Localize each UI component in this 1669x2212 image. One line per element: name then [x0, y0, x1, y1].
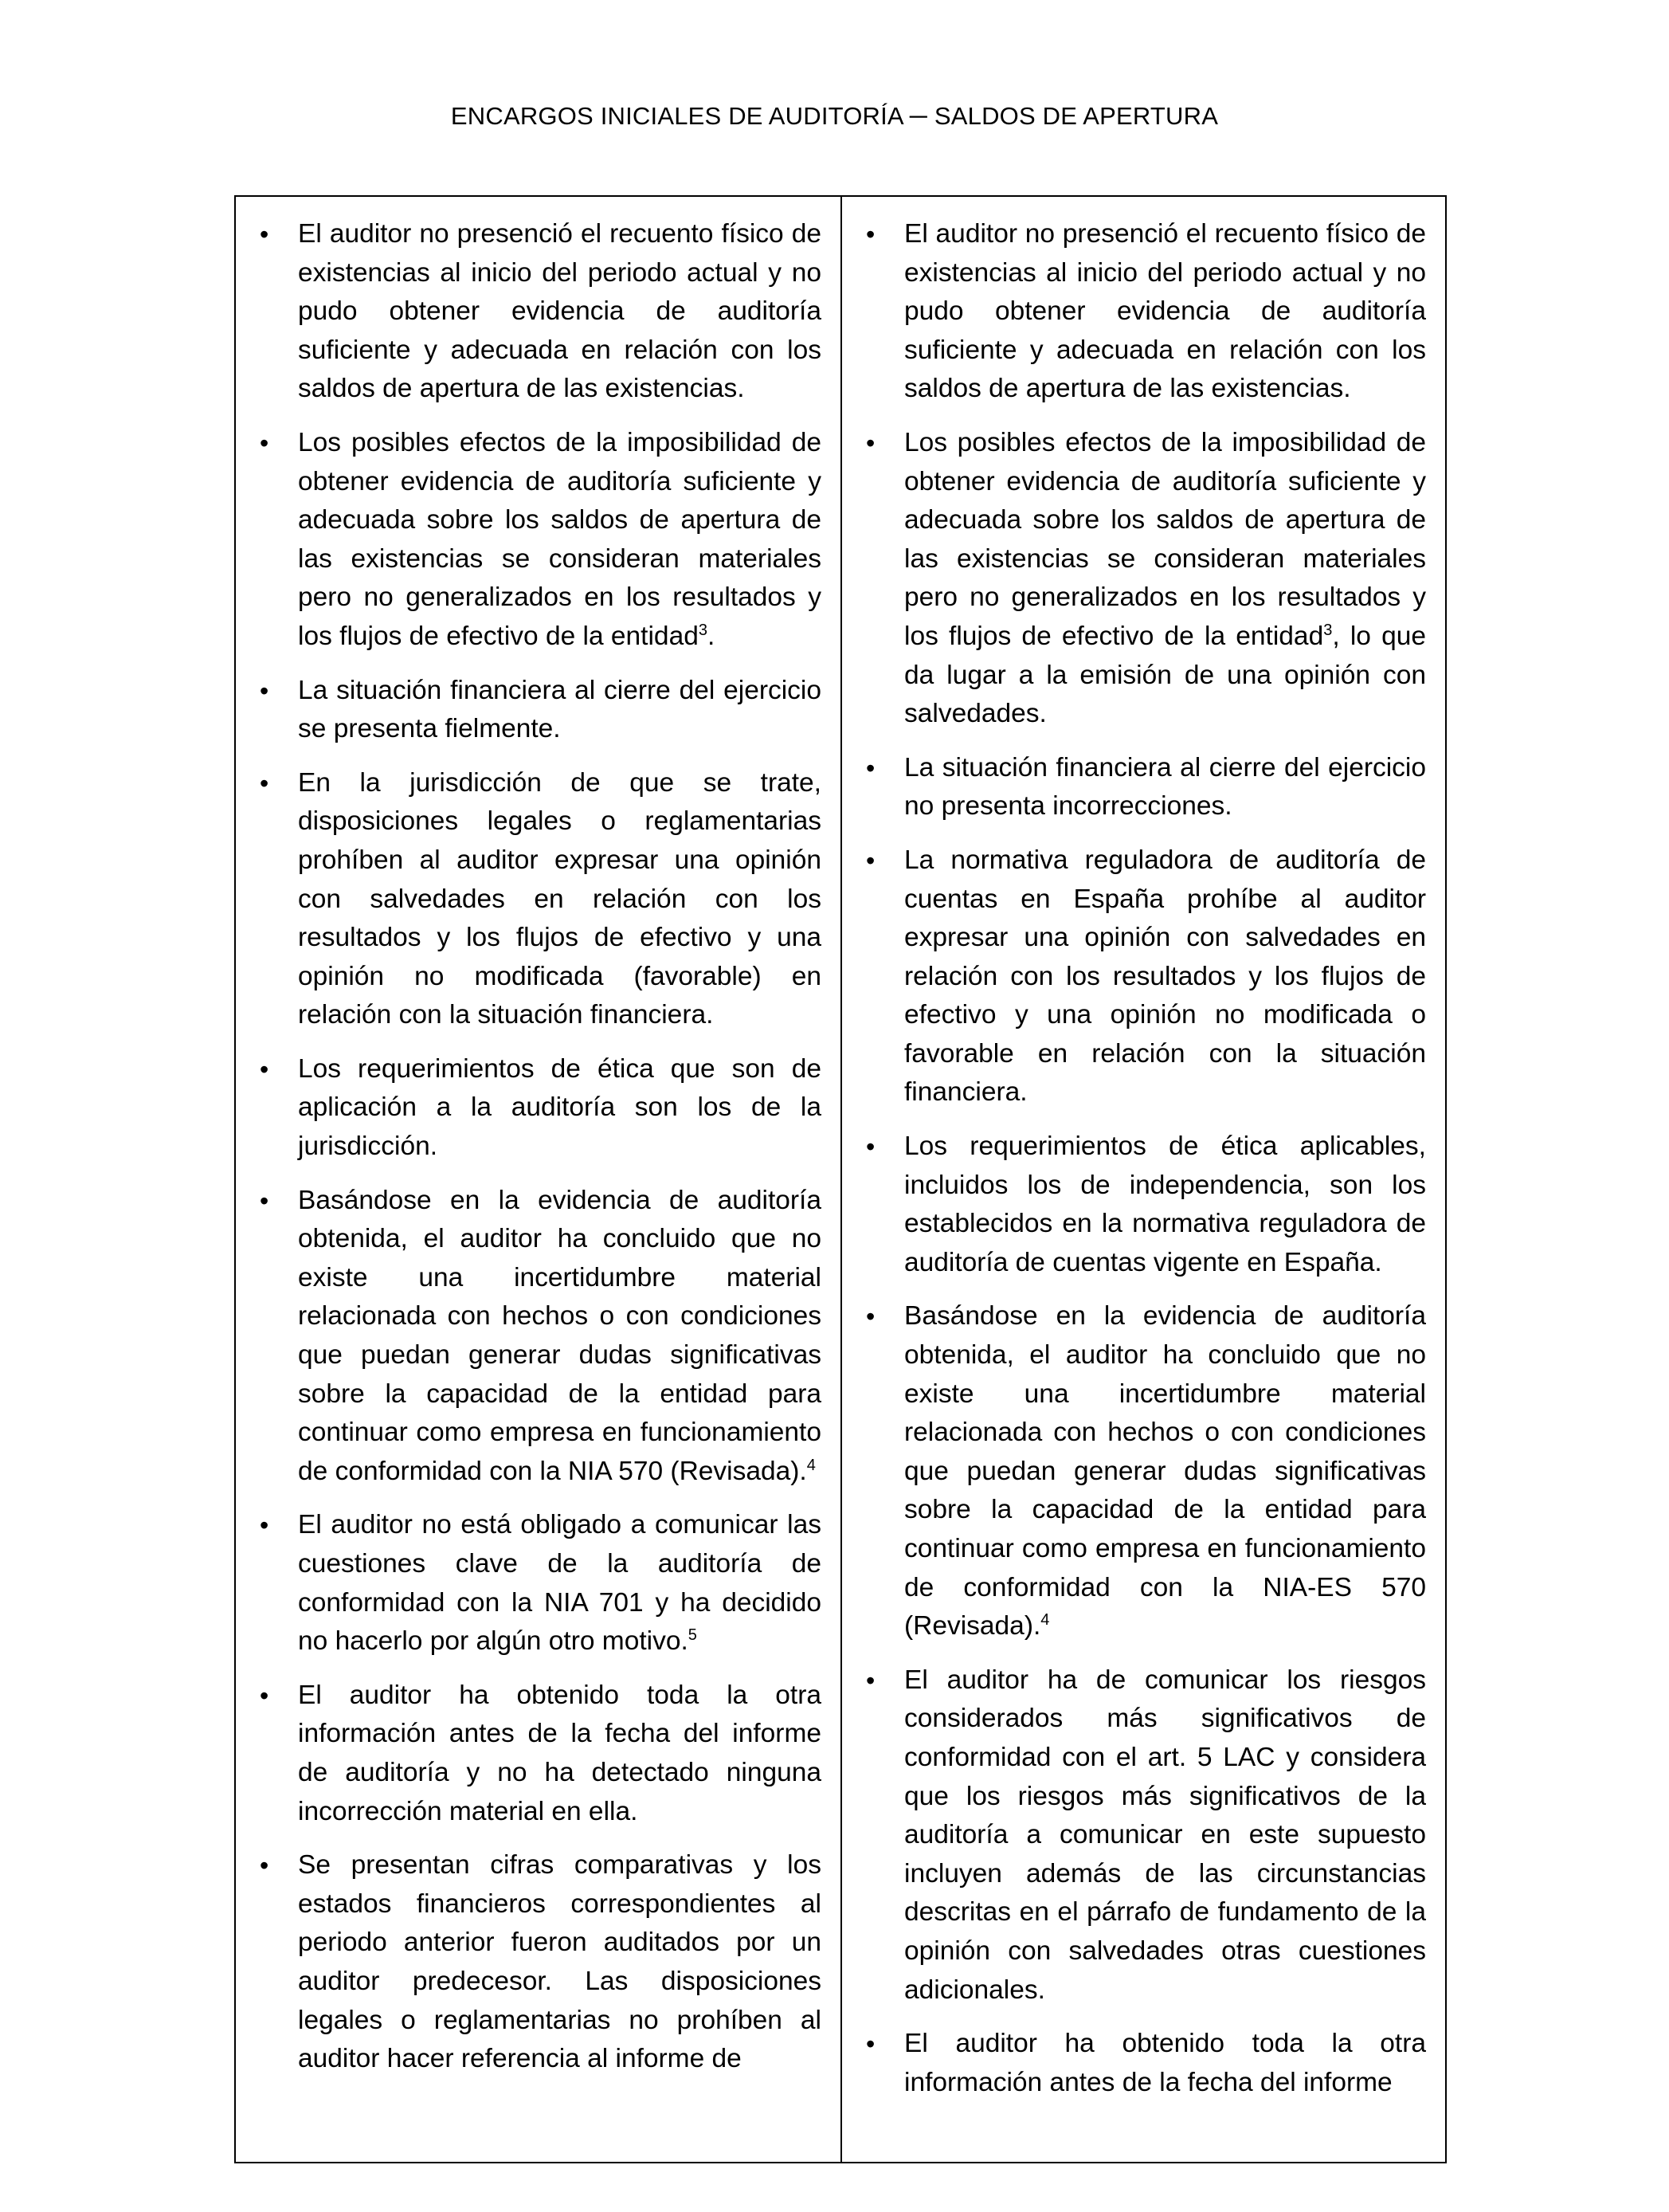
list-item	[252, 1506, 821, 1661]
bullet-icon: •	[260, 1186, 269, 1215]
list-item	[858, 1297, 1426, 1645]
list-item	[252, 1677, 821, 1831]
bullet-icon: •	[866, 1665, 876, 1695]
list-item	[252, 424, 821, 657]
bullet-icon: •	[866, 2030, 876, 2059]
left-column	[236, 197, 840, 2162]
footnote-ref: 4	[1040, 1611, 1050, 1630]
footnote-ref: 4	[806, 1456, 816, 1474]
list-item	[252, 1846, 821, 2079]
bullet-icon: •	[866, 753, 876, 782]
bullet-icon: •	[866, 1302, 876, 1332]
bullet-icon: •	[260, 1851, 269, 1881]
list-item	[858, 424, 1426, 734]
item-text: Basándose en la evidencia de auditoría obtenida, el auditor ha concluido que no existe una incertidumbre material relacionada con hechos o con condiciones que puedan generar dudas significativas sobre la capacidad de la entidad para continuar como empresa en funcionamiento de conformidad con la NIA-ES 570 (Revisada).	[904, 1301, 1426, 1641]
bullet-icon: •	[260, 220, 269, 249]
item-text-tail: .	[707, 621, 715, 651]
item-text: La situación financiera al cierre del ejercicio no presenta incorrecciones.	[904, 752, 1426, 822]
left-bullet-list	[252, 215, 821, 2079]
item-text: Los posibles efectos de la imposibilidad de obtener evidencia de auditoría suficiente y adecuada sobre los saldos de apertura de las existencias se consideran materiales pero no generalizados en los resultados y los flujos de efectivo de la entidad	[298, 427, 821, 651]
footnote-ref: 3	[698, 621, 707, 639]
bullet-icon: •	[866, 845, 876, 875]
comparison-table	[234, 195, 1447, 2163]
item-text: El auditor ha obtenido toda la otra información antes de la fecha del informe de auditoría y no ha detectado ninguna incorrección material en ella.	[298, 1680, 821, 1826]
item-text: El auditor ha de comunicar los riesgos considerados más significativos de conformidad con el art. 5 LAC y considera que los riesgos más significativos de la auditoría a comunicar en este supuesto incluyen además de las circunstancias descritas en el párrafo de fundamento de la opinión con salvedades otras cuestiones adicionales.	[904, 1665, 1426, 2005]
item-text: La situación financiera al cierre del ejercicio se presenta fielmente.	[298, 675, 821, 744]
bullet-icon: •	[260, 428, 269, 457]
list-item	[858, 1128, 1426, 1282]
item-text: Se presentan cifras comparativas y los estados financieros correspondientes al periodo anterior fueron auditados por un auditor predecesor. Las disposiciones legales o reglamentarias no prohíben al auditor hacer referencia al informe de	[298, 1850, 821, 2074]
bullet-icon: •	[866, 220, 876, 249]
item-text: El auditor no presenció el recuento físico de existencias al inicio del periodo actual y no pudo obtener evidencia de auditoría suficiente y adecuada en relación con los saldos de apertura de las existencias.	[904, 219, 1426, 404]
list-item	[858, 841, 1426, 1112]
item-text-tail: , lo que da lugar a la emisión de una opinión con salvedades.	[904, 621, 1427, 729]
list-item	[858, 215, 1426, 409]
item-text: En la jurisdicción de que se trate, disposiciones legales o reglamentarias prohíben al auditor expresar una opinión con salvedades en relación con los resultados y los flujos de efectivo y una opinión no modificada (favorable) en relación con la situación financiera.	[298, 767, 821, 1030]
item-text: Los requerimientos de ética que son de aplicación a la auditoría son los de la jurisdicción.	[298, 1053, 821, 1162]
list-item	[252, 215, 821, 409]
item-text: La normativa reguladora de auditoría de cuentas en España prohíbe al auditor expresar una opinión con salvedades en relación con los resultados y los flujos de efectivo y una opinión no modificada o favorable en relación con la situación financiera.	[904, 845, 1426, 1108]
bullet-icon: •	[260, 1681, 269, 1710]
right-bullet-list	[858, 215, 1426, 2102]
bullet-icon: •	[260, 1054, 269, 1084]
list-item	[252, 764, 821, 1035]
footnote-ref: 3	[1323, 621, 1333, 639]
item-text: El auditor no presenció el recuento físico de existencias al inicio del periodo actual y no pudo obtener evidencia de auditoría suficiente y adecuada en relación con los saldos de apertura de las existencias.	[298, 219, 821, 404]
right-column	[840, 197, 1445, 2162]
footnote-ref: 5	[688, 1626, 697, 1645]
list-item	[252, 1182, 821, 1492]
page-header: ENCARGOS INICIALES DE AUDITORÍA ─ SALDOS DE APERTURA	[450, 102, 1219, 130]
bullet-icon: •	[260, 768, 269, 798]
bullet-icon: •	[866, 1132, 876, 1162]
item-text: El auditor no está obligado a comunicar las cuestiones clave de la auditoría de conformidad con la NIA 701 y ha decidido no hacerlo por algún otro motivo.	[298, 1510, 821, 1657]
bullet-icon: •	[260, 1511, 269, 1540]
list-item	[858, 2025, 1426, 2102]
list-item	[858, 749, 1426, 826]
item-text: Basándose en la evidencia de auditoría obtenida, el auditor ha concluido que no existe una incertidumbre material relacionada con hechos o con condiciones que puedan generar dudas significativas sobre la capacidad de la entidad para continuar como empresa en funcionamiento de conformidad con la NIA 570 (Revisada).	[298, 1185, 821, 1486]
bullet-icon: •	[260, 676, 269, 705]
item-text: Los requerimientos de ética aplicables, incluidos los de independencia, son los establecidos en la normativa reguladora de auditoría de cuentas vigente en España.	[904, 1131, 1426, 1277]
item-text: El auditor ha obtenido toda la otra información antes de la fecha del informe	[904, 2029, 1426, 2097]
bullet-icon: •	[866, 428, 876, 457]
list-item	[252, 1050, 821, 1167]
list-item	[858, 1661, 1426, 2010]
item-text: Los posibles efectos de la imposibilidad de obtener evidencia de auditoría suficiente y adecuada sobre los saldos de apertura de las existencias se consideran materiales pero no generalizados en los resultados y los flujos de efectivo de la entidad	[904, 427, 1426, 651]
list-item	[252, 672, 821, 749]
